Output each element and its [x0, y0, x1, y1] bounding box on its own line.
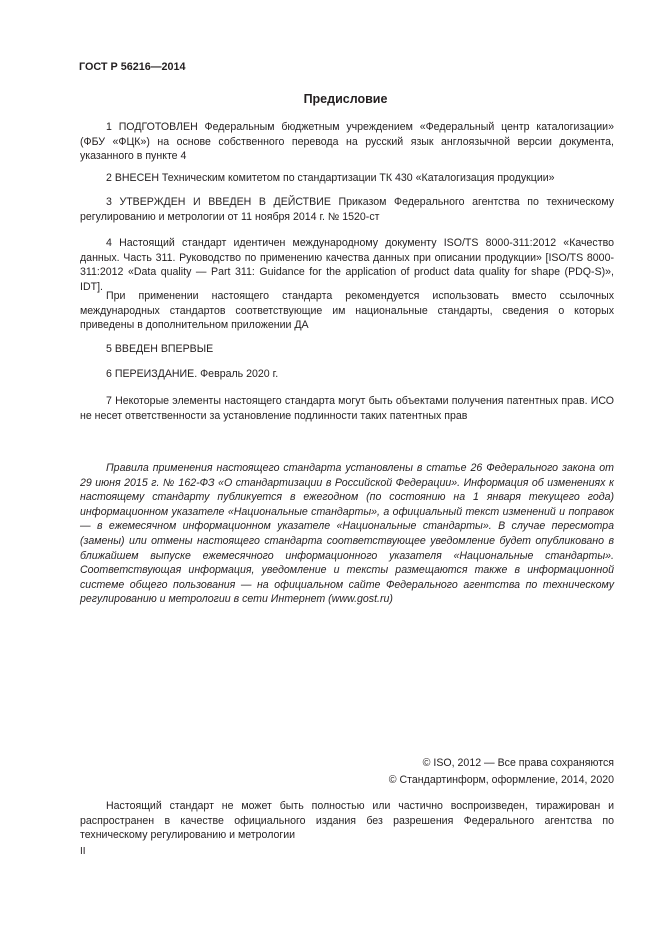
foreword-item-2: 2 ВНЕСЕН Техническим комитетом по стандартизации ТК 430 «Каталогизация продукции»: [106, 172, 555, 184]
copyright-iso: © ISO, 2012 — Все права сохраняются: [422, 757, 614, 769]
page-title: Предисловие: [303, 92, 388, 106]
foreword-item-5: 5 ВВЕДЕН ВПЕРВЫЕ: [106, 343, 214, 355]
reproduction-notice: Настоящий стандарт не может быть полностью или частично воспроизведен, тиражирован и распространен в качестве официального издания без разрешения Федерального агентства по техническому регулированию и метрологии: [80, 800, 614, 842]
foreword-item-4: 4 Настоящий стандарт идентичен международному документу ISO/TS 8000-311:2012 «Качество данных. Часть 311. Руководство по применению качества данных при описании продукции» [ISO/TS 8000-311:2012 «Data quality — Part 311: Guidance for the application of product data quality for shape (PDQ-S)», IDT].: [80, 237, 614, 293]
page-number: II: [80, 846, 86, 857]
foreword-item-6: 6 ПЕРЕИЗДАНИЕ. Февраль 2020 г.: [106, 368, 279, 380]
standard-application-notice: Правила применения настоящего стандарта установлены в статье 26 Федерального закона от 29 июня 2015 г. № 162-ФЗ «О стандартизации в Российской Федерации». Информация об изменениях к настоящему стандарту публикуется в ежегодном (по состоянию на 1 января текущего года) информационном указателе «Национальные стандарты», а официальный текст изменений и поправок — в ежемесячном информационном указателе «Национальные стандарты». В случае пересмотра (замены) или отмены настоящего стандарта соответствующее уведомление будет опубликовано в ближайшем выпуске ежемесячного информационного указателя «Национальные стандарты». Соответствующая информация, уведомление и тексты размещаются также в информационной системе общего пользования — на официальном сайте Федерального агентства по техническому регулированию и метрологии в сети Интернет (www.gost.ru): [80, 462, 614, 606]
copyright-standartinform: © Стандартинформ, оформление, 2014, 2020: [388, 774, 614, 786]
foreword-item-7: 7 Некоторые элементы настоящего стандарта могут быть объектами получения патентных прав. ИСО не несет ответственности за установление подлинности таких патентных прав: [80, 395, 614, 422]
foreword-item-4-note: При применении настоящего стандарта рекомендуется использовать вместо ссылочных международных стандартов соответствующие им национальные стандарты, сведения о которых приведены в дополнительном приложении ДА: [80, 290, 614, 332]
foreword-item-1: 1 ПОДГОТОВЛЕН Федеральным бюджетным учреждением «Федеральный центр каталогизации» (ФБУ «ФЦК») на основе собственного перевода на русский язык англоязычной версии документа, указанного в пункте 4: [80, 121, 614, 163]
foreword-item-3: 3 УТВЕРЖДЕН И ВВЕДЕН В ДЕЙСТВИЕ Приказом Федерального агентства по техническому регулированию и метрологии от 11 ноября 2014 г. № 1520-ст: [80, 196, 614, 223]
document-code: ГОСТ Р 56216—2014: [79, 61, 186, 73]
